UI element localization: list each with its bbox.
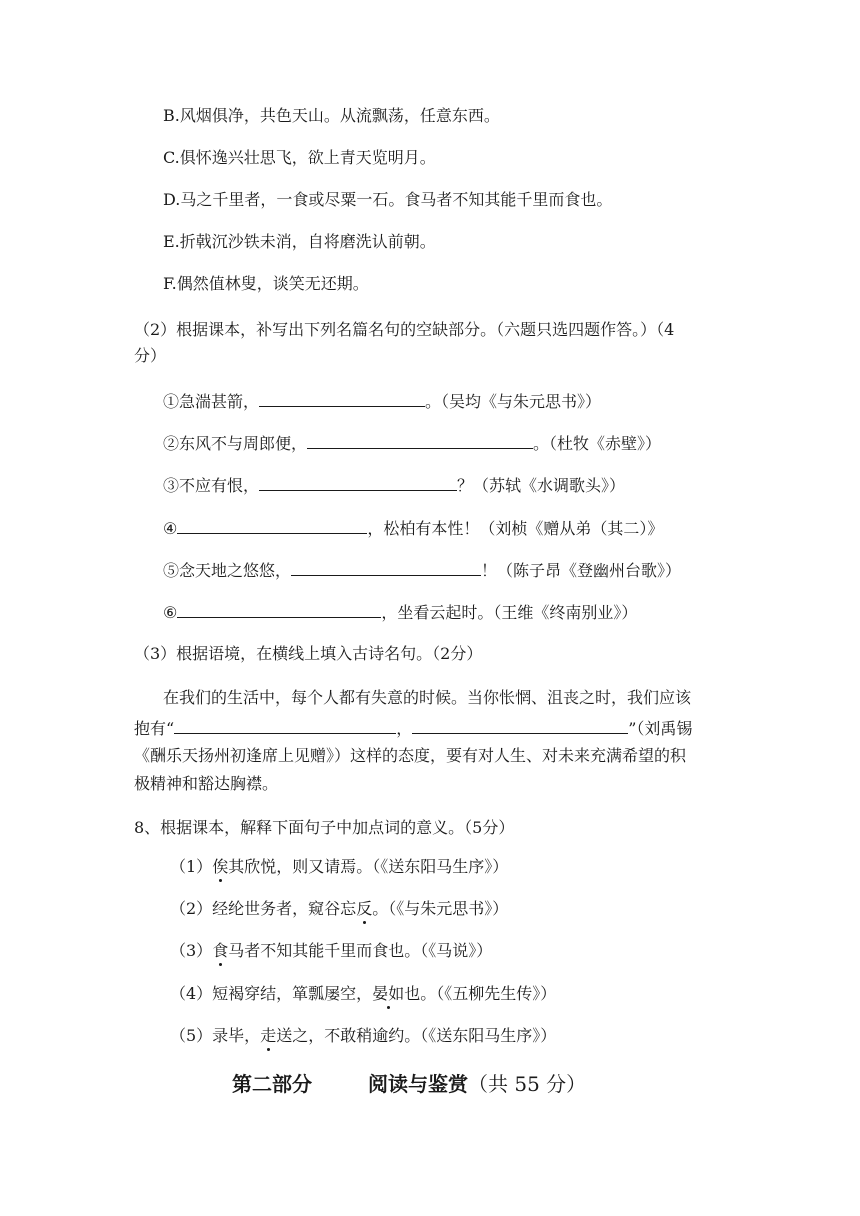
q3-paragraph-line: 极精神和豁达胸襟。 — [134, 774, 279, 793]
q3-text: ， — [396, 719, 413, 738]
q2-item-text: ④ — [163, 519, 178, 538]
section-heading — [232, 1071, 586, 1097]
q2-item-text: ，松柏有本性！（刘桢《赠从弟（其二）》 — [367, 519, 664, 538]
q3-paragraph-line: 《酬乐天扬州初逢席上见赠》）这样的态度，要有对人生、对未来充满希望的积 — [134, 746, 687, 765]
option-f: F.偶然值林叟，谈笑无还期。 — [163, 274, 369, 293]
q3-text: ”（刘禹锡 — [628, 719, 693, 738]
q8-item-1 — [170, 856, 508, 878]
answer-blank[interactable] — [291, 558, 481, 576]
q3-instruction: （3）根据语境，在横线上填入古诗名句。（2分） — [134, 644, 483, 663]
q2-item-1 — [163, 389, 601, 413]
q3-paragraph-line — [134, 716, 692, 740]
option-e: E.折戟沉沙铁未消，自将磨洗认前朝。 — [163, 232, 436, 251]
q8-item-3 — [170, 940, 492, 962]
answer-blank[interactable] — [177, 600, 381, 618]
answer-blank[interactable] — [174, 716, 396, 734]
q8-text: （3） — [170, 941, 213, 960]
q3-paragraph-line: 在我们的生活中，每个人都有失意的时候。当你怅惘、沮丧之时，我们应该 — [163, 688, 692, 707]
q2-item-text: 。（吴均《与朱元思书》） — [425, 392, 602, 411]
q8-text: （4）短褐穿结，箪瓢屡空， — [170, 984, 373, 1003]
q2-item-6 — [163, 600, 637, 624]
dotted-word: 晏如 — [372, 984, 405, 1003]
dotted-word: 食 — [212, 941, 229, 960]
q8-text: 马者不知其能千里而食也。（《马说》） — [228, 941, 493, 960]
dotted-word: 俟 — [212, 857, 229, 876]
answer-blank[interactable] — [307, 431, 533, 449]
answer-blank[interactable] — [259, 389, 425, 407]
q2-item-text: ②东风不与周郎便， — [163, 434, 308, 453]
q2-item-text: ，坐看云起时。（王维《终南别业》） — [381, 603, 638, 622]
q2-item-3 — [163, 473, 625, 497]
answer-blank[interactable] — [259, 473, 457, 491]
q8-text: 也。（《五柳先生传》） — [404, 984, 557, 1003]
q8-item-4 — [170, 983, 556, 1005]
q2-item-text: ？（苏轼《水调歌头》） — [457, 476, 626, 495]
section-title: 阅读与鉴赏 — [368, 1072, 468, 1096]
q2-instruction-cont: 分） — [134, 346, 167, 365]
section-score: （共 55 分） — [468, 1072, 587, 1096]
q2-instruction: （2）根据课本，补写出下列名篇名句的空缺部分。（六题只选四题作答。）（4 — [134, 320, 675, 339]
q8-text: （5）录毕， — [170, 1026, 261, 1045]
q2-item-text: ①急湍甚箭， — [163, 392, 260, 411]
q8-item-2 — [170, 898, 508, 920]
option-b: B.风烟俱净，共色天山。从流飘荡，任意东西。 — [163, 106, 500, 125]
section-label: 第二部分 — [232, 1072, 312, 1096]
q8-text: 其欣悦，则又请焉。（《送东阳马生序》） — [228, 857, 509, 876]
q2-item-5 — [163, 558, 681, 582]
q2-item-text: ！（陈子昂《登幽州台歌》） — [481, 561, 682, 580]
option-c: C.俱怀逸兴壮思飞，欲上青天览明月。 — [163, 148, 436, 167]
q2-item-text: ⑥ — [163, 603, 178, 622]
q2-item-text: 。（杜牧《赤壁》） — [533, 434, 662, 453]
dotted-word: 走 — [260, 1026, 277, 1045]
dotted-word: 反 — [356, 899, 373, 918]
q2-item-4 — [163, 516, 663, 540]
q3-text: 抱有“ — [134, 719, 175, 738]
q2-item-text: ③不应有恨， — [163, 476, 260, 495]
answer-blank[interactable] — [412, 716, 628, 734]
q2-item-2 — [163, 431, 661, 455]
q8-text: 送之，不敢稍逾约。（《送东阳马生序》） — [276, 1026, 557, 1045]
option-d: D.马之千里者，一食或尽粟一石。食马者不知其能千里而食也。 — [163, 190, 613, 209]
q8-text: （2）经纶世务者，窥谷忘 — [170, 899, 357, 918]
q2-item-text: ⑤念天地之悠悠， — [163, 561, 292, 580]
q8-item-5 — [170, 1025, 556, 1047]
q8-text: 。（《与朱元思书》） — [372, 899, 509, 918]
q8-text: （1） — [170, 857, 213, 876]
answer-blank[interactable] — [177, 516, 367, 534]
q8-instruction: 8、根据课本，解释下面句子中加点词的意义。（5分） — [134, 818, 515, 837]
